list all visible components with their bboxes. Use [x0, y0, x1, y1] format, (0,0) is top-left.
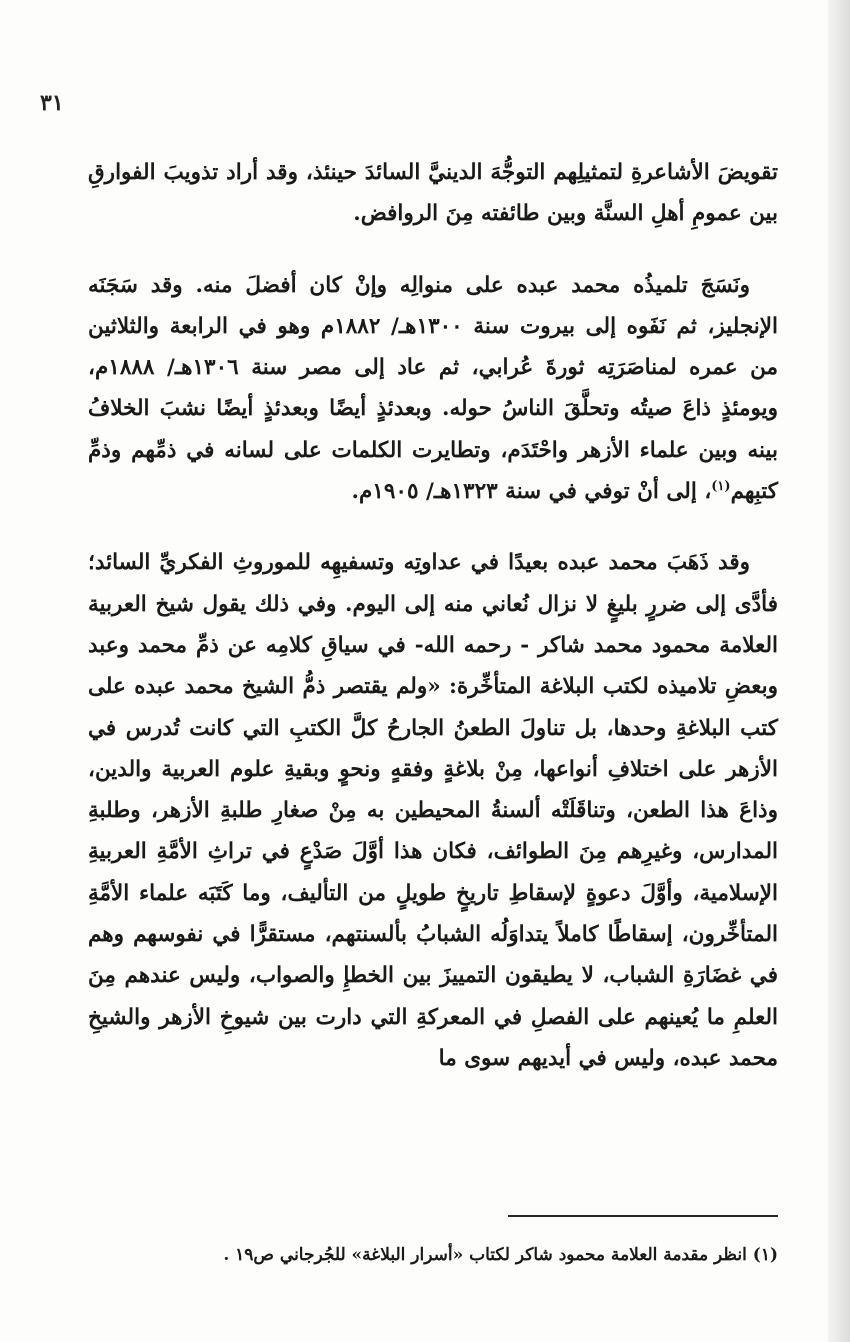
text-line: من عمره لمناصَرَتِه ثورةَ عُرابي، ثم عاد إلى مصر سنة ١٣٠٦هـ/ ١٨٨٨م،: [88, 355, 778, 381]
text-line: الخلافُ بينه وبين علماء الأزهر واحْتَدَم، وتطايرت الكلمات على لسانه في: [88, 396, 778, 463]
paragraph-3: [88, 542, 778, 1079]
text-line: التي دارت بين شيوخِ الأزهر والشيخِ محمد عبده، وليس في أيديهم سوى ما: [88, 1004, 778, 1071]
text-line: التي كانت تُدرس في الأزهر على اختلافِ أنواعها، مِنْ بلاغةٍ وفقهٍ ونحوٍ: [88, 715, 778, 782]
text-line: صَدْعٍ في تراثِ الأمَّةِ العربيةِ الإسلامية، وأوَّلَ دعوةٍ لإسقاطِ تاريخٍ طويلٍ من: [88, 839, 778, 906]
text-line: بألسنتهم، مستقرًّا في نفوسهم وهم في غضَارَةِ الشباب، لا يطيقون التمييزَ بين: [88, 922, 778, 989]
text-line: ذمِّ محمد وعبد وبعضِ تلاميذه لكتب البلاغة المتأخِّرة: «ولم يقتصر ذمُّ الشيخ: [88, 632, 778, 700]
page-binding-edge: [828, 0, 850, 1342]
text-line: السائد؛ فأدَّى إلى ضررٍ بليغٍ لا نزال نُعاني منه إلى اليوم. وفي ذلك يقول: [88, 550, 778, 617]
paragraph-2: [88, 265, 778, 513]
paragraph-1: [88, 152, 778, 235]
text-line: صغارِ طلبةِ الأزهر، وطلبةِ المدارس، وغيرِهم مِنَ الطوائف، فكان هذا أوَّلَ: [88, 798, 778, 865]
text-line: الخطإِ والصواب، وليس عندهم مِنَ العلمِ ما يُعينهم على الفصلِ في المعركةِ: [88, 963, 778, 1030]
text-line: وقد ذَهَبَ محمد عبده بعيدًا في عداوتِه وتسفيهِه للموروثِ الفكريِّ: [159, 550, 750, 576]
text-line: ، إلى أنْ توفي في سنة ١٣٢٣هـ/ ١٩٠٥م.: [351, 479, 712, 505]
text-line: وبقيةِ علوم العربية والدين، وذاعَ هذا الطعن، وتناقَلَتْه ألسنةُ المحيطين به مِنْ: [88, 756, 778, 824]
text-line: ذمِّهم وذمِّ كتبِهم: [88, 437, 778, 505]
text-line: شيخ العربية العلامة محمود محمد شاكر - رحمه الله- في سياقِ كلامِه عن: [88, 591, 778, 658]
text-line: التأليف، وما كَتَبَه علماء الأمَّةِ المتأخِّرون، إسقاطًا كاملاً يتداوَلُه الشبابُ: [88, 880, 778, 948]
text-line: الفوارقِ بين عمومِ أهلِ السنَّة وبين طائفته مِنَ الروافض.: [88, 160, 778, 227]
footnote-reference[interactable]: (١): [711, 478, 731, 494]
body-text: [88, 152, 778, 1079]
text-line: الإنجليز، ثم نَفَوه إلى بيروت سنة ١٣٠٠هـ/ ١٨٨٢م وهو في الرابعة والثلاثين: [88, 313, 778, 339]
text-line: محمد عبده على كتب البلاغةِ وحدها، بل تناولَ الطعنُ الجارحُ كلَّ الكتبِ: [88, 674, 778, 741]
footnote-1: (١) انظر مقدمة العلامة محمود شاكر لكتاب «أسرار البلاغة» للجُرجاني ص١٩ .: [223, 1245, 778, 1265]
footnote-separator: [508, 1215, 778, 1217]
page-number: ٣١: [40, 90, 64, 116]
text-line: ونَسَجَ تلميذُه محمد عبده على منوالِه وإنْ كان أفضلَ منه. وقد سَجَنَه: [88, 272, 750, 298]
text-line: تقويضَ الأشاعرةِ لتمثيلِهم التوجُّهَ الدينيَّ السائدَ حينئذ، وقد أراد تذويبَ: [163, 160, 778, 185]
text-line: ويومئذٍ ذاعَ صيتُه وتحلَّقَ الناسُ حوله. وبعدئذٍ أيضًا وبعدئذٍ أيضًا نشبَ: [159, 396, 778, 422]
